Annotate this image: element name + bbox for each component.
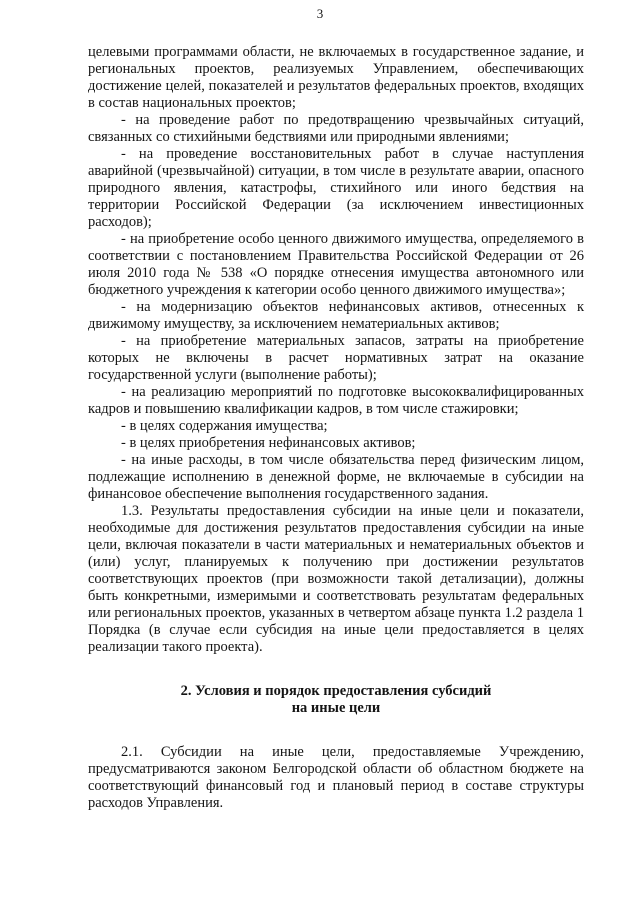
list-item: - на иные расходы, в том числе обязательства перед физическим лицом, подлежащие исполнению в денежной форме, не включаемые в субсидии на финансовое обеспечение выполнения государственного задания. — [88, 452, 584, 502]
paragraph-2-1: 2.1. Субсидии на иные цели, предоставляемые Учреждению, предусматриваются законом Белгородской области об областном бюджете на соответствующий финансовый год и плановый период в составе структуры расходов Управления. — [88, 744, 584, 811]
page-number: 3 — [316, 6, 324, 21]
list-item: - на проведение работ по предотвращению чрезвычайных ситуаций, связанных со стихийными бедствиями или природными явлениями; — [88, 112, 584, 145]
paragraph-continuation: целевыми программами области, не включаемых в государственное задание, и региональных проектов, реализуемых Управлением, обеспечивающих достижение целей, показателей и результатов федеральных проектов, входящих в состав национальных проектов; — [88, 44, 584, 111]
list-item: - на реализацию мероприятий по подготовке высококвалифицированных кадров и повышению квалификации кадров, в том числе стажировки; — [88, 384, 584, 417]
list-item: - на проведение восстановительных работ в случае наступления аварийной (чрезвычайной) ситуации, в том числе в результате аварии, опасного природного явления, катастрофы, стихийного или иного бедствия на территории Российской Федерации (за исключением инвестиционных расходов); — [88, 146, 584, 230]
list-item: - на приобретение материальных запасов, затраты на приобретение которых не включены в расчет нормативных затрат на оказание государственной услуги (выполнение работы); — [88, 333, 584, 383]
section-title-line: на иные цели — [291, 700, 381, 716]
paragraph-1-3: 1.3. Результаты предоставления субсидии на иные цели и показатели, необходимые для достижения результатов предоставления субсидии на иные цели, включая показатели в части материальных и нематериальных объектов и (или) услуг, планируемых к получению при достижении результатов соответствующих проектов (при возможности такой детализации), должны быть конкретными, измеримыми и соответствовать результатам федеральных или региональных проектов, указанных в четвертом абзаце пункта 1.2 раздела 1 Порядка (в случае если субсидия на иные цели предоставляется в целях реализации такого проекта). — [88, 503, 584, 655]
section-title-line: 2. Условия и порядок предоставления субсидий — [180, 683, 492, 699]
document-body — [88, 44, 584, 812]
list-item: - в целях содержания имущества; — [121, 418, 328, 434]
list-item: - на модернизацию объектов нефинансовых активов, отнесенных к движимому имуществу, за исключением нематериальных активов; — [88, 299, 584, 332]
list-item: - в целях приобретения нефинансовых активов; — [121, 435, 416, 451]
list-item: - на приобретение особо ценного движимого имущества, определяемого в соответствии с постановлением Правительства Российской Федерации от 26 июля 2010 года № 538 «О порядке отнесения имущества автономного или бюджетного учреждения к категории особо ценного движимого имущества»; — [88, 231, 584, 298]
section-title — [88, 683, 584, 717]
